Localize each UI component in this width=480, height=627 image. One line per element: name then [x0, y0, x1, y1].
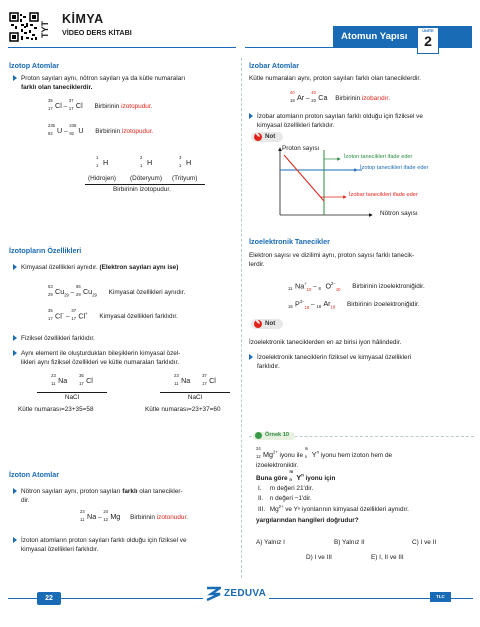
izoel-note: İzoelektronik taneciklerden en az birisi iyon hâlindedir. [249, 339, 402, 346]
izotop-title: İzotop Atomlar [9, 61, 60, 70]
izoton-bullet: İzoton atomların proton sayıları farklı olduğu için fiziksel ve kimyasal özellikleri farklıdır. [13, 537, 239, 554]
not-badge: ✎ Not [251, 132, 283, 142]
ornek-badge: Örnek 10 [253, 432, 295, 440]
fiziksel-text: Fiziksel özellikleri farklıdır. [13, 335, 95, 344]
nacl-2: 23 11 Na 37 17 Cl NaCl [160, 376, 230, 402]
video-ders-label: VİDEO DERS KİTABI [62, 28, 132, 37]
footer-code: TLC [430, 592, 451, 602]
h-caption: Birbirinin izotopudur. [113, 186, 171, 193]
legend-izotop: İzotop tanecikleri ifade eder [360, 165, 429, 171]
answer-c[interactable]: C) I ve II [412, 539, 437, 546]
izobar-text: Kütle numaraları aynı, proton sayıları farklı olan taneciklerdir. [249, 75, 421, 82]
column-divider [241, 58, 242, 578]
zeduva-logo: ZEDUVA [203, 586, 269, 601]
izotop-text: Proton sayıları aynı, nötron sayıları ya da kütle numaraları farklı olan taneciklerdir. [13, 75, 238, 92]
nacl-1: 23 11 Na 35 17 Cl NaCl [37, 376, 107, 402]
h-caption-rule [85, 184, 205, 185]
mass-2: Kütle numarası=23+37=60 [145, 406, 221, 413]
legend-izoton: İzoton tanecikleri ifade eder [344, 154, 413, 160]
namg-row: 23 11 Na – 24 12 Mg Birbirinin izotonudur. [80, 509, 189, 522]
par-row: 15 $P^{3-}_{18}$ – 18 $Ar_{18}$ Birbirinin izoelektroniğidir. [288, 299, 420, 310]
legend-izobar: İzobar tanecikleri ifade eder [349, 192, 418, 198]
tyt-label: TYT [40, 21, 50, 38]
graph-ylabel: Proton sayısı [282, 145, 320, 152]
nao-row: 11 $Na^+_{10}$ – 8 $O^{2-}_{10}$ Birbirinin izoelektroniğidir. [288, 281, 425, 292]
ayni-text: Aynı element ile oluşturdukları bileşiklerin kimyasal özel- likleri aynı fiziksel özellikleri ve kütle numaraları farklıdır. [13, 350, 239, 367]
cl-ion-row: 35 17 Cl− – 37 17 Cl+ Kimyasal özellikleri farklıdır. [48, 308, 178, 321]
qr-code [9, 12, 39, 42]
kimya-title: KİMYA [62, 12, 104, 26]
mass-1: Kütle numarası=23+35=58 [18, 406, 94, 413]
izoton-title: İzoton Atomlar [9, 470, 60, 479]
izoton-text: Nötron sayıları aynı, proton sayıları farklı olan tanecikler- dir. [13, 488, 239, 505]
izotop-ozellik-title: İzotopların Özellikleri [9, 246, 82, 255]
not2-badge: ✎ Not [251, 319, 283, 329]
unit-badge [417, 27, 439, 54]
bullet-icon [13, 75, 17, 81]
cu-row: 63 29 $Cu_{29}$ – 65 29 $Cu_{29}$ Kimyasal özellikleri aynıdır. [48, 284, 186, 298]
ozellik-text: Kimyasal özellikleri aynıdır. (Elektron sayıları aynı ise) [13, 264, 178, 273]
izoel-title: İzoelektronik Tanecikler [249, 237, 330, 246]
graph-xlabel: Nötron sayısı [380, 210, 418, 217]
header-left-rule [8, 47, 236, 48]
pen-icon: ✎ [255, 133, 261, 140]
unit-number: 2 [424, 33, 432, 50]
izoel-bullet: İzoelektronik taneciklerin fiziksel ve kimyasal özellikleri farklıdır. [249, 354, 475, 371]
izobar-bullet: İzobar atomların proton sayıları farklı olduğu için fiziksel ve kimyasal özellikleri farklıdır. [249, 113, 474, 130]
izobar-title: İzobar Atomlar [249, 61, 300, 70]
answer-b[interactable]: B) Yalnız II [334, 539, 365, 546]
izo-graph [262, 145, 474, 219]
u-isotope-row: 235 92 U – 238 92 U Birbirinin izotopudur. [48, 123, 154, 136]
unit-label: ÜNİTE [422, 29, 434, 33]
chapter-title: Atomun Yapısı [341, 31, 408, 42]
answer-e[interactable]: E) I, II ve III [371, 554, 404, 561]
answer-d[interactable]: D) I ve III [306, 554, 332, 561]
izoel-text: Elektron sayısı ve dizilimi aynı, proton sayısı farklı tanecik- lerdir. [249, 252, 415, 268]
izobar-line [284, 155, 324, 201]
check-icon [255, 432, 262, 439]
pen-icon: ✎ [255, 320, 261, 327]
zeduva-logo-icon [206, 586, 221, 601]
ornek-body: 24 12 $Mg^{2+}$ iyonu ile m n $Y^n$ iyonu hem izoton hem de izoelektroniktir. Buna göre m n $Y^n$ iyonu için I. m değeri 21'dir. II. n değeri −1'dir. III. $Mg^{2+}$ ve Yⁿ iyonlarının kimyasal özellikleri aynıdır. yargılarından hangileri doğrudur? [256, 446, 409, 524]
answer-a[interactable]: A) Yalnız I [256, 539, 285, 546]
page-number: 22 [37, 592, 61, 605]
arca-row: 40 18 Ar – 40 20 Ca Birbirinin izobarıdır. [290, 90, 390, 103]
cl-isotope-row: 35 17 Cl – 37 17 Cl Birbirinin izotopudur. [48, 98, 153, 111]
